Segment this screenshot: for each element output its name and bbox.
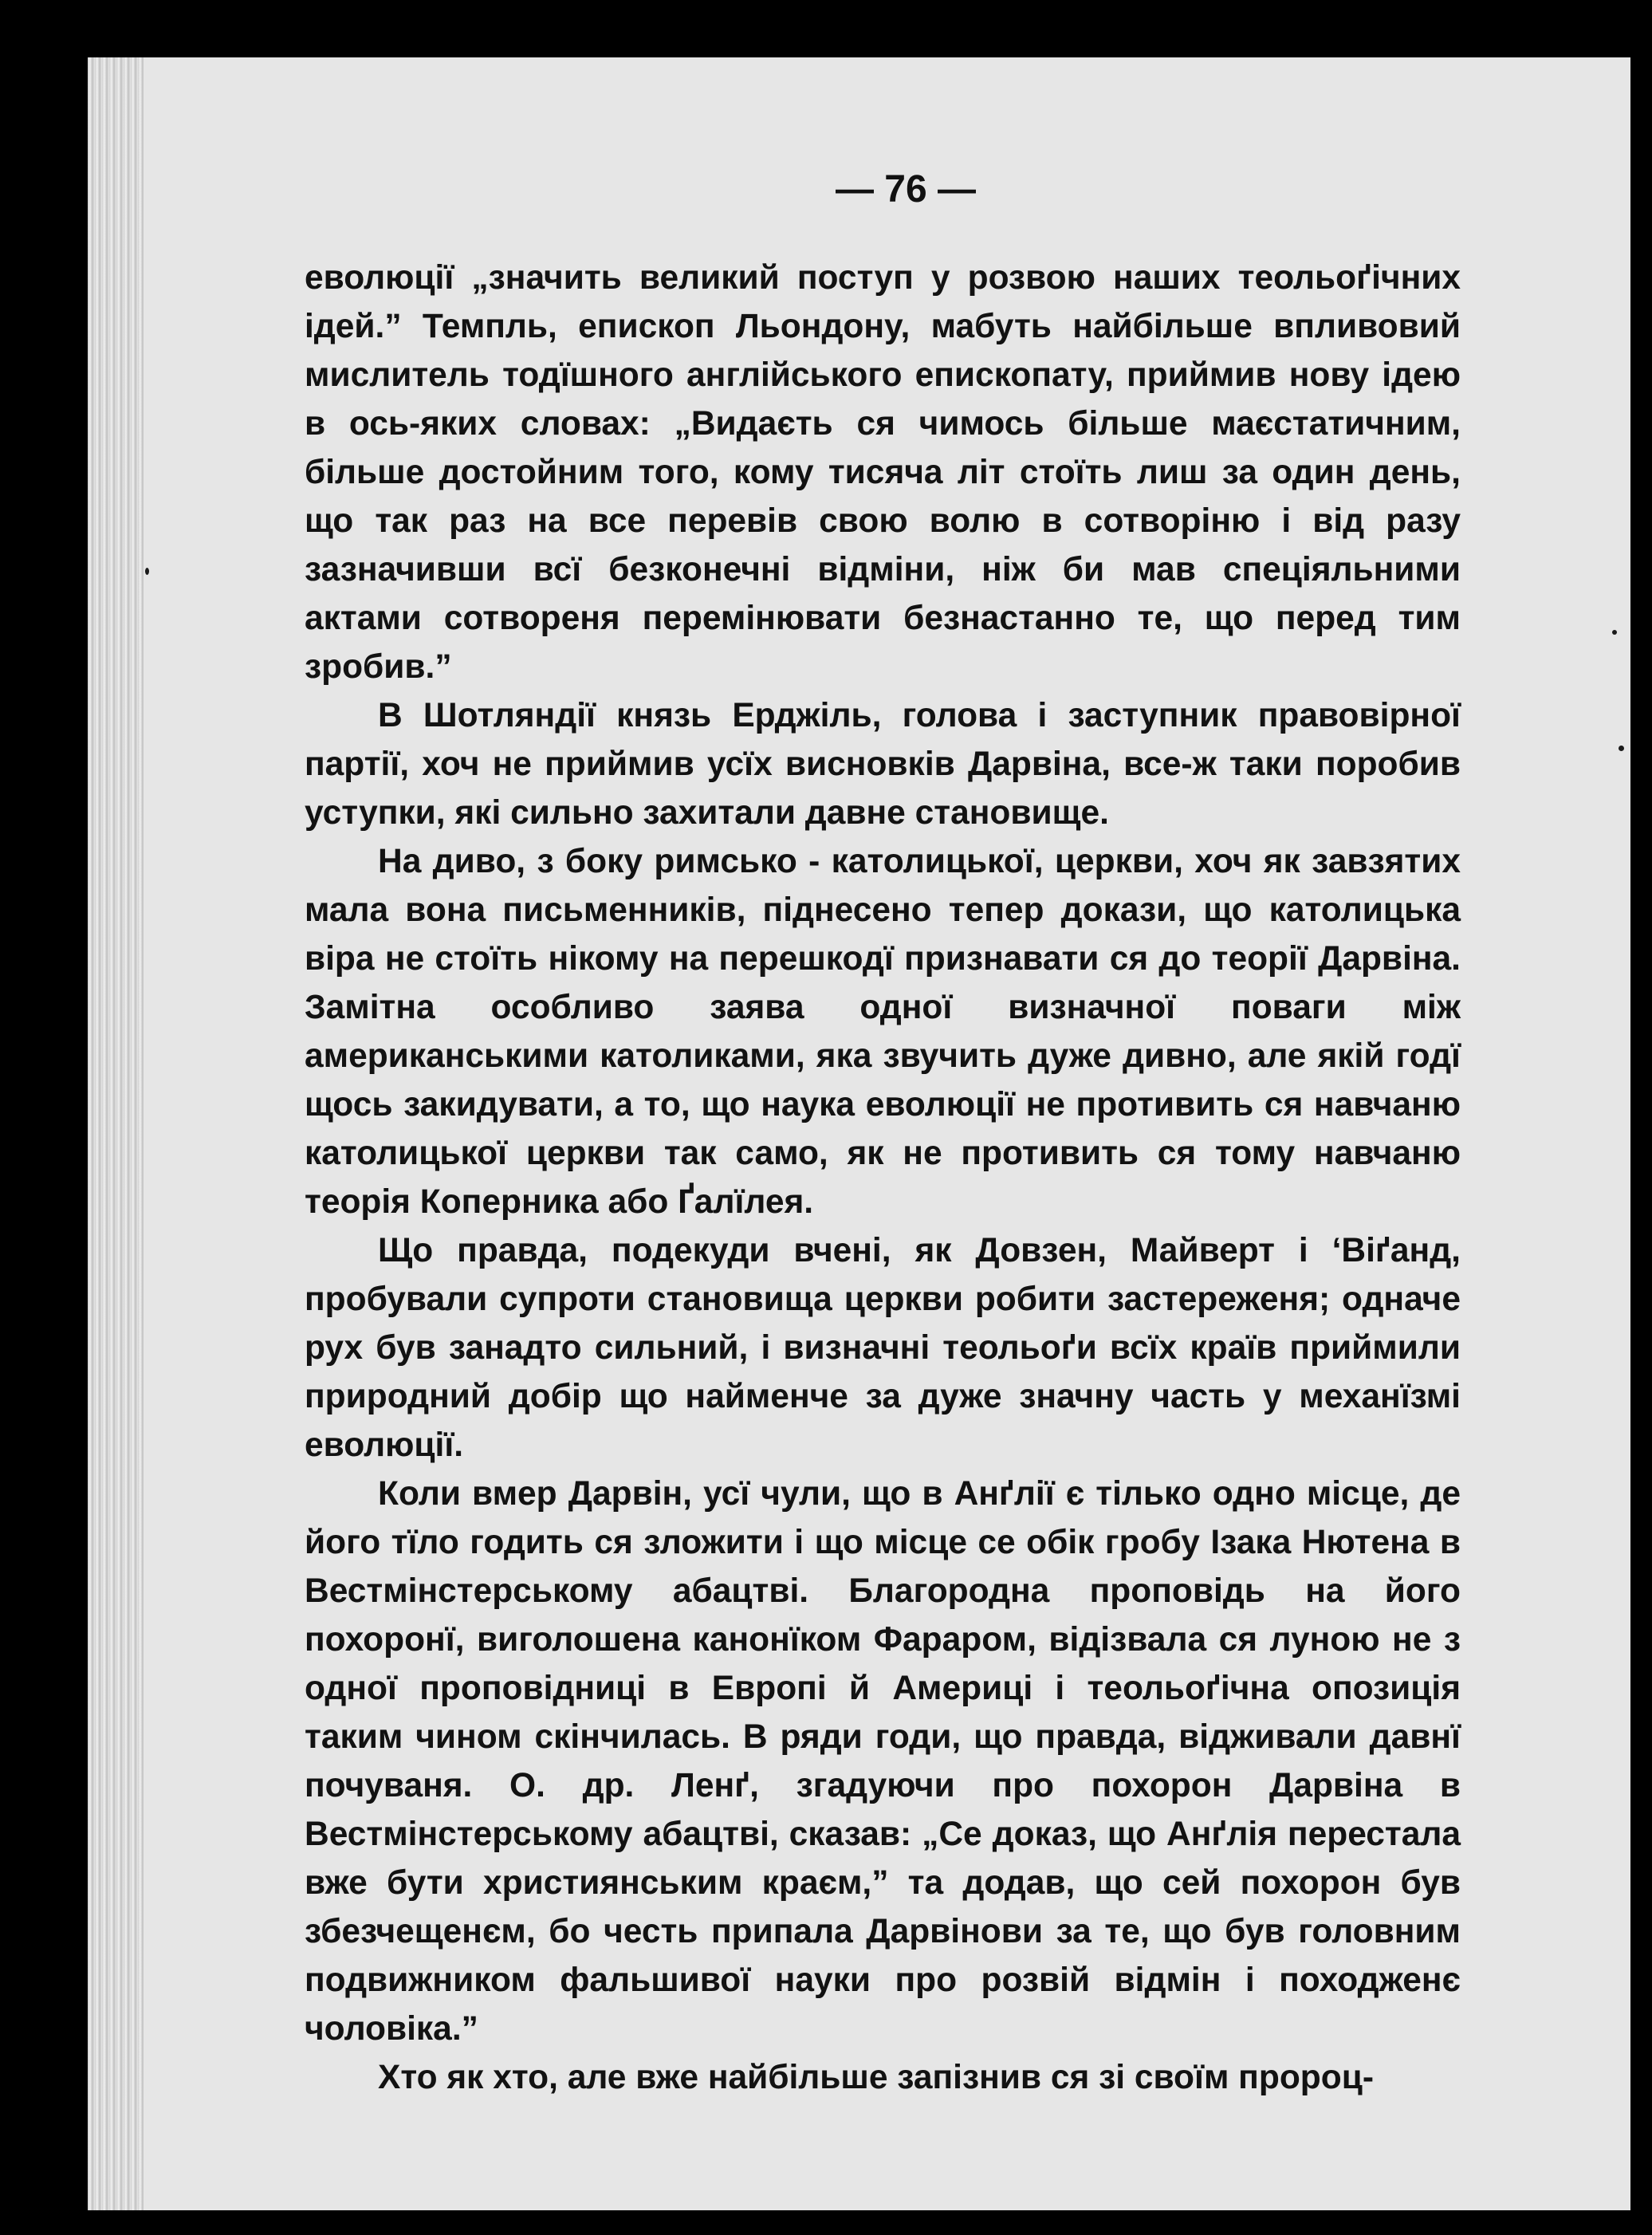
paragraph-5: Коли вмер Дарвін, усї чули, що в Анґлії є тілько одно місце, де його тїло годить ся зложити і що місце се обік гробу Ізака Нютена в Вестмінстерському абацтві. Благородна проповідь на його похоронї, виголошена канонїком Фараром, відізвала ся луною не з одної проповідниці в Европі й Америці і теольоґічна опозиція таким чином скінчилась. В ряди годи, що правда, відживали давнї почуваня. О. др. Ленґ, згадуючи про похорон Дарвіна в Вестмінстерському абацтві, сказав: „Се доказ, що Анґлія перестала вже бути християнським краєм,” та додав, що сей похорон був збезчещенєм, бо честь припала Дарвінови за те, що був головним подвижником фальшивої науки про розвій відмін і походженє чоловіка.” [305,1475,1461,2048]
paragraph-1: еволюції „значить великий поступ у розвою наших теольоґічних ідей.” Темпль, епископ Льондону, мабуть найбільше впливовий мислитель тодїшного англійського епископату, приймив нову ідею в ось-яких словах: „Видаєть ся чимось більше маєстатичним, більше достойним того, кому тисяча літ стоїть лиш за один день, що так раз на все перевів свою волю в сотворіню і від разу зазначивши всї безконечні відміни, ніж би мав спеціяльними актами сотвореня перемінювати безнастанно те, що перед тим зробив.” [305,259,1461,686]
paragraph-4: Що правда, подекуди вчені, як Довзен, Майверт і ‘Віґанд, пробували супроти становища церкви робити застереженя; одначе рух був занадто сильний, і визначні теольоґи всїх країв приймили природний добір що найменче за дуже значну часть у механїзмі еволюції. [305,1232,1461,1464]
paragraph-3: На диво, з боку римсько - католицької, церкви, хоч як завзятих мала вона письменників, піднесено тепер докази, що католицька віра не стоїть нікому на перешкодї признавати ся до теорії Дарвіна. Замітна особливо заява одної визначної поваги між американськими католиками, яка звучить дуже дивно, але якій годї щось закидувати, а то, що наука еволюції не противить ся навчаню католицької церкви так само, як не противить ся тому навчаню теорія Коперника або Ґалїлея. [305,843,1461,1221]
page-stack-edge [88,57,144,2210]
page-number: — 76 — [835,168,977,211]
body-text [305,254,1461,2102]
scan-speck [1612,630,1617,635]
paragraph-6: Хто як хто, але вже найбільше запізнив ся зі своїм пророц- [378,2059,1374,2096]
scan-speck [145,568,149,575]
scan-speck [1619,746,1624,751]
paragraph-2: В Шотляндії князь Ерджіль, голова і заступник правовірної партії, хоч не приймив усїх висновків Дарвіна, все-ж таки поробив уступки, які сильно захитали давне становище. [305,697,1461,832]
